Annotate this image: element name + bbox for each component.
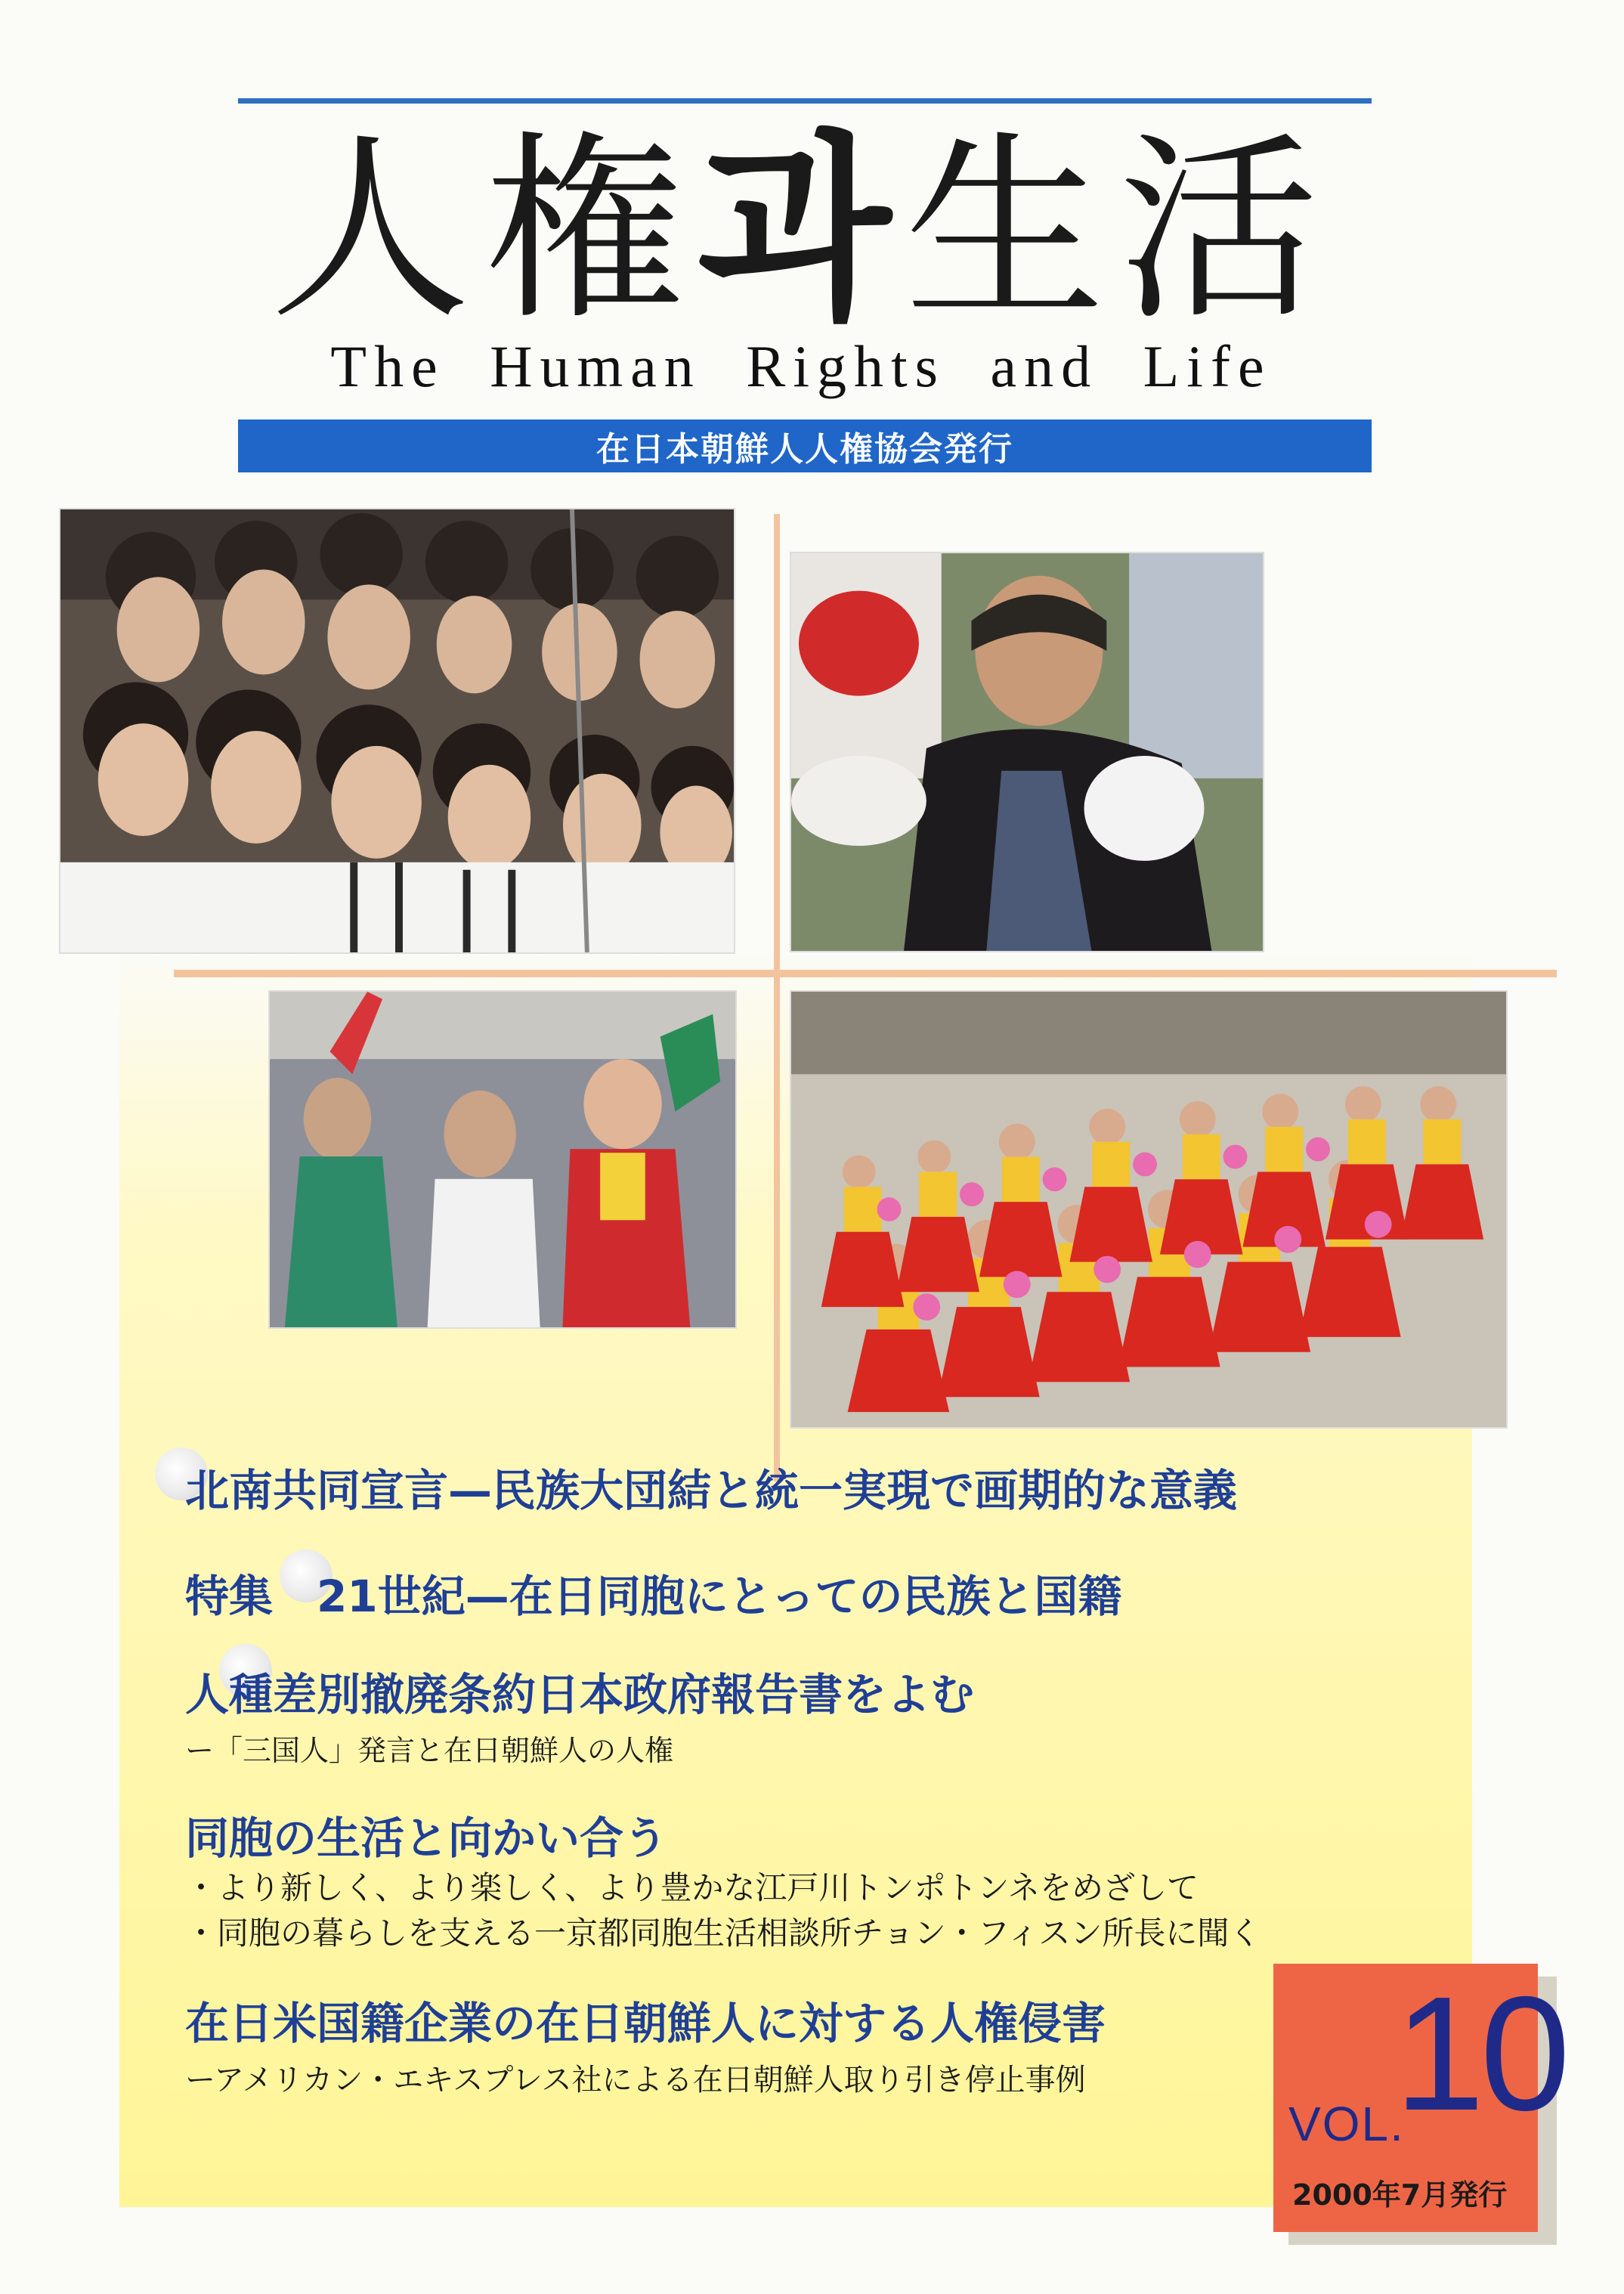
magazine-title	[227, 113, 1375, 348]
volume-box	[1273, 1962, 1567, 2232]
headline-compatriot-life: 同胞の生活と向かい合う	[185, 1813, 668, 1864]
title-char: 人	[270, 114, 484, 347]
title-char: 権	[484, 114, 698, 347]
volume-number: 10	[1394, 1962, 1567, 2144]
publisher-label: 在日本朝鮮人人権協会発行	[596, 430, 1013, 469]
cross-line-horizontal	[174, 970, 1557, 977]
top-rule	[238, 98, 1372, 104]
photo-dancers-parade	[790, 990, 1508, 1429]
headline-feature-21st-century: 特集 21世紀—在日同胞にとっての民族と国籍	[185, 1571, 1122, 1622]
headline-joint-declaration: 北南共同宣言—民族大団結と統一実現で画期的な意義	[185, 1465, 1238, 1516]
title-char: 과	[698, 114, 905, 347]
subheadline-edogawa: ・より新しく、より楽しく、より豊かな江戸川トンポトンネをめざして	[185, 1869, 1199, 1906]
issue-date: 2000年7月発行	[1292, 2178, 1508, 2212]
magazine-title-english: The Human Rights and Life	[330, 333, 1272, 399]
publisher-bar	[238, 419, 1372, 472]
photo-elderly-woman-dancing	[790, 552, 1264, 952]
subheadline-sangokujin-remark: ー「三国人」発言と在日朝鮮人の人権	[185, 1734, 674, 1767]
subheadline-american-express: ーアメリカン・エキスプレス社による在日朝鮮人取り引き停止事例	[185, 2063, 1086, 2097]
title-char: 活	[1118, 114, 1332, 347]
photo-children-choir	[59, 508, 735, 954]
headline-racial-discrimination-report: 人種差別撤廃条約日本政府報告書をよむ	[185, 1669, 975, 1720]
cross-line-vertical	[774, 514, 780, 1481]
subheadline-kyoto-consultation: ・同胞の暮らしを支える一京都同胞生活相談所チョン・フィスン所長に聞く	[185, 1915, 1261, 1952]
volume-label: VOL.	[1288, 2097, 1405, 2151]
title-char: 生	[905, 114, 1118, 347]
photo-cheering-crowd	[268, 990, 737, 1329]
headline-us-company-rights: 在日米国籍企業の在日朝鮮人に対する人権侵害	[185, 1998, 1106, 2049]
